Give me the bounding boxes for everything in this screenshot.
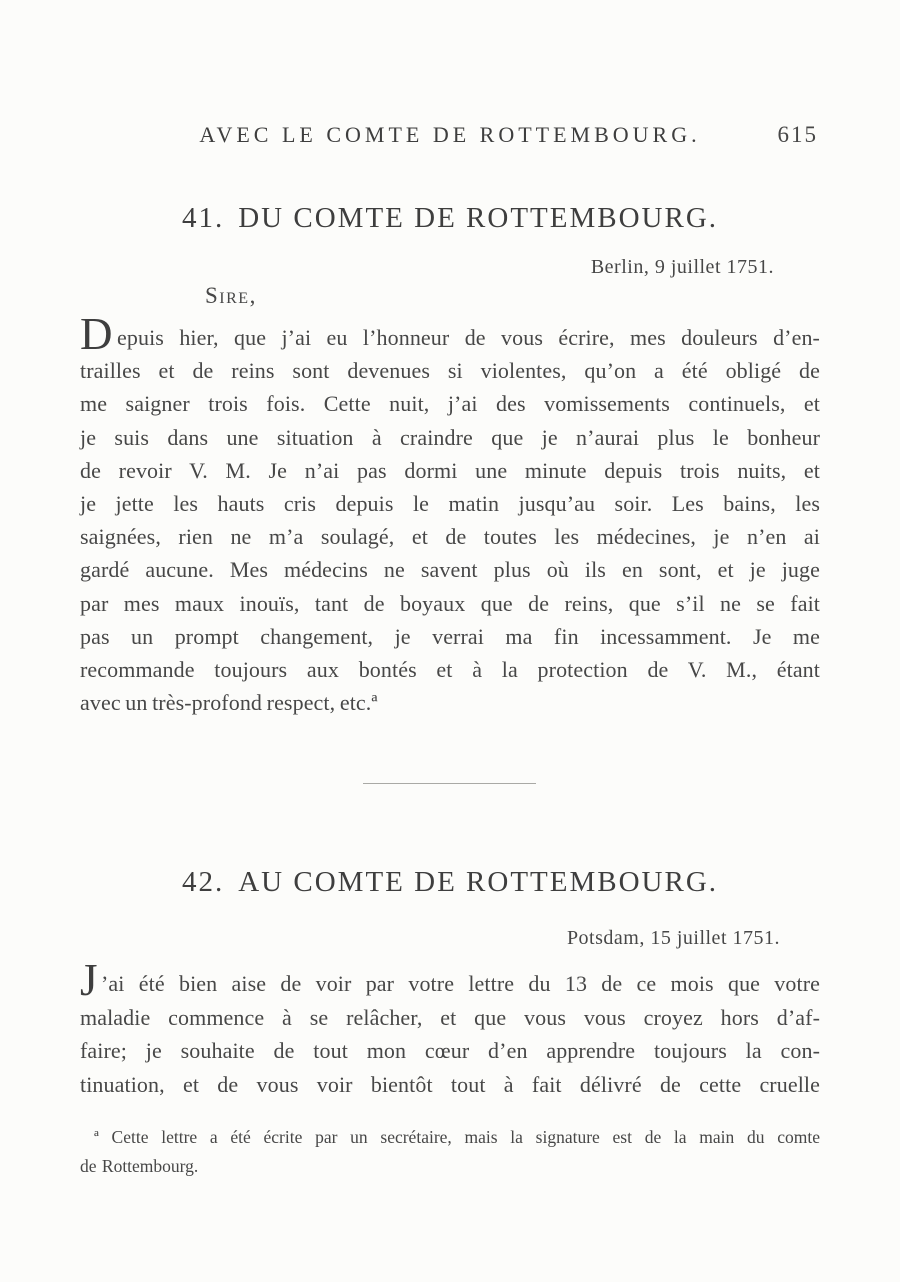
text-line: par mes maux inouïs, tant de boyaux que de reins, que s’il ne se fait (80, 590, 820, 616)
footnote-lines (80, 1123, 820, 1181)
text-line: trailles et de reins sont devenues si violentes, qu’on a été obligé de (80, 358, 820, 384)
footnote (80, 1123, 820, 1181)
text-line: tinuation, et de vous voir bientôt tout à fait délivré de cette cruelle (80, 1071, 820, 1097)
letter-41-number: 41. (181, 202, 225, 234)
letter-42-body (80, 955, 820, 1101)
page-number: 615 (777, 122, 818, 147)
section-divider-rule (363, 783, 536, 784)
letter-42-number: 42. (181, 866, 225, 898)
text-line: recommande toujours aux bontés et à la protection de V. M., étant (80, 657, 820, 683)
text-line: epuis hier, que j’ai eu l’honneur de vous écrire, mes douleurs d’en- (117, 325, 820, 350)
text-line: de Rottembourg. (80, 1156, 199, 1176)
text-line: gardé aucune. Mes médecins ne savent plus où ils en sont, et je juge (80, 557, 820, 583)
text-line: me saigner trois fois. Cette nuit, j’ai des vomissements continuels, et (80, 391, 820, 417)
text-line: je suis dans une situation à craindre que je n’aurai plus le bonheur (80, 424, 820, 450)
letter-41-title: DU COMTE DE ROTTEMBOURG. (238, 202, 719, 234)
letter-41-body (80, 309, 820, 719)
letter-42-title: AU COMTE DE ROTTEMBOURG. (238, 866, 719, 898)
text-line: pas un prompt changement, je verrai ma fin incessamment. Je me (80, 623, 820, 649)
text-line: maladie commence à se relâcher, et que vous vous croyez hors d’af- (80, 1004, 820, 1030)
text-line: je jette les hauts cris depuis le matin jusqu’au soir. Les bains, les (80, 491, 820, 517)
raised-capital-initial: J (80, 955, 98, 1005)
letter-41-lines (80, 321, 820, 719)
letter-41-dateline: Berlin, 9 juillet 1751. (590, 256, 774, 278)
raised-capital-initial: D (80, 309, 113, 359)
text-line: faire; je souhaite de tout mon cœur d’en apprendre toujours la con- (80, 1038, 820, 1063)
letter-41-heading (80, 202, 820, 235)
letter-41-salutation: Sire, (205, 283, 257, 308)
letter-42-dateline: Potsdam, 15 juillet 1751. (566, 927, 780, 949)
running-head: AVEC LE COMTE DE ROTTEMBOURG. (199, 122, 701, 147)
text-line: ’ai été bien aise de voir par votre lettre du 13 de ce mois que votre (101, 971, 820, 996)
letter-42-lines (80, 967, 820, 1101)
text-line: de revoir V. M. Je n’ai pas dormi une minute depuis trois nuits, et (80, 457, 820, 483)
text-line: ª Cette lettre a été écrite par un secrétaire, mais la signature est de la main du comte (94, 1127, 820, 1147)
text-column (80, 0, 820, 1282)
text-line: avec un très-profond respect, etc.ª (80, 690, 378, 716)
text-line: saignées, rien ne m’a soulagé, et de toutes les médecines, je n’en ai (80, 524, 820, 550)
letter-42-heading (80, 866, 820, 899)
